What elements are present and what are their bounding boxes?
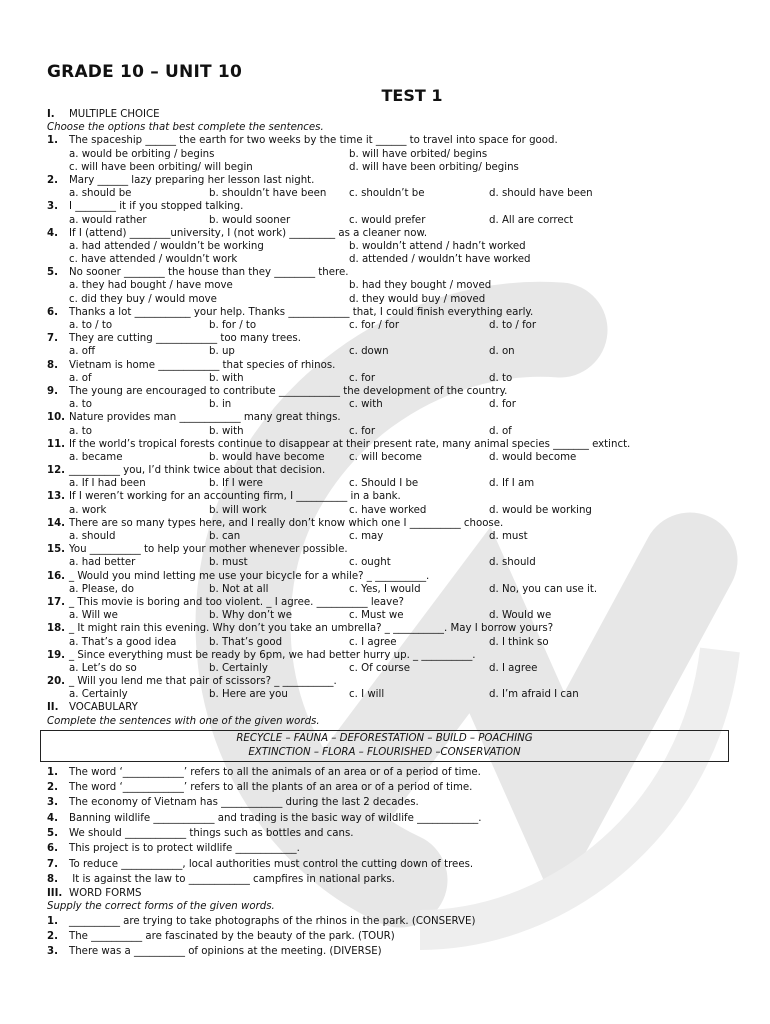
answer-option[interactable]: b. up — [209, 346, 235, 358]
answer-option[interactable]: b. would have become — [209, 451, 325, 463]
answer-option[interactable]: b. with — [209, 372, 244, 384]
section-3-instruction: Supply the correct forms of the given words. — [47, 901, 275, 913]
answer-option[interactable]: c. Yes, I would — [349, 583, 421, 595]
answer-option[interactable]: d. of — [489, 425, 512, 437]
answer-option[interactable]: c. down — [349, 346, 389, 358]
item-number: 3. — [47, 946, 58, 958]
question-number: 3. — [47, 201, 58, 213]
question-text: If the world’s tropical forests continue to disappear at their present rate, many animal species _______ extinct. — [69, 438, 631, 450]
answer-option[interactable]: d. to / for — [489, 320, 537, 331]
question-7 — [47, 332, 737, 345]
answer-option[interactable]: c. did they buy / would move — [69, 293, 217, 305]
item-text: To reduce ____________, local authorities must control the cutting down of trees. — [69, 858, 474, 870]
answer-option[interactable]: c. will have been orbiting/ will begin — [69, 161, 253, 173]
item-number: 4. — [47, 812, 58, 824]
word-bank-box — [40, 730, 729, 762]
options-row — [47, 530, 737, 543]
question-text: _ It might rain this evening. Why don’t you take an umbrella? _ __________. May I borrow yours? — [69, 623, 554, 635]
options-row — [47, 477, 737, 490]
section-3-heading — [47, 887, 737, 900]
answer-option[interactable]: c. have attended / wouldn’t work — [69, 254, 238, 266]
answer-option[interactable]: d. I agree — [489, 662, 538, 674]
question-number: 12. — [47, 465, 66, 477]
options-row — [47, 345, 737, 358]
vocab-item-4 — [47, 811, 737, 826]
answer-option[interactable]: a. had attended / wouldn’t be working — [69, 240, 264, 252]
item-text: It is against the law to ____________ campfires in national parks. — [69, 873, 395, 885]
item-number: 2. — [47, 782, 58, 794]
answer-option[interactable]: c. for — [349, 372, 376, 384]
vocab-item-5 — [47, 826, 737, 841]
answer-option[interactable]: d. for — [489, 399, 516, 411]
item-number: 7. — [47, 858, 58, 870]
answer-option[interactable]: c. Should I be — [349, 478, 419, 490]
answer-option[interactable]: c. ought — [349, 557, 391, 569]
question-text: I ________ it if you stopped talking. — [69, 201, 244, 213]
word-bank-line-2: EXTINCTION – FLORA – FLOURISHED –CONSERVATION — [248, 746, 521, 758]
question-number: 17. — [47, 596, 66, 608]
section-1-heading — [47, 108, 737, 121]
options-row — [47, 636, 737, 649]
question-text: Mary ______ lazy preparing her lesson last night. — [69, 174, 315, 186]
question-number: 7. — [47, 333, 58, 345]
question-text: _ Will you lend me that pair of scissors? _ __________. — [69, 676, 337, 688]
answer-option[interactable]: a. to — [69, 425, 92, 437]
question-6 — [47, 306, 737, 319]
answer-option[interactable]: d. I’m afraid I can — [489, 689, 579, 701]
section-2-heading — [47, 701, 737, 714]
answer-option[interactable]: d. Would we — [489, 610, 552, 622]
answer-option[interactable]: d. should — [489, 557, 536, 569]
answer-option[interactable]: b. If I were — [209, 478, 263, 490]
question-2 — [47, 174, 737, 187]
answer-option[interactable]: a. to / to — [69, 320, 113, 331]
vocab-item-8 — [47, 872, 737, 887]
question-number: 18. — [47, 623, 66, 635]
item-number: 5. — [47, 828, 58, 839]
answer-option[interactable]: c. Of course — [349, 662, 410, 674]
question-3 — [47, 200, 737, 213]
question-text: Vietnam is home ____________ that species of rhinos. — [69, 359, 336, 371]
options-row — [47, 583, 737, 596]
question-text: __________ you, I’d think twice about that decision. — [69, 465, 326, 477]
question-4 — [47, 227, 737, 240]
question-10 — [47, 411, 737, 424]
item-number: 8. — [47, 873, 58, 885]
answer-option[interactable]: d. If I am — [489, 478, 535, 490]
options-row — [47, 279, 737, 292]
answer-option[interactable]: b. must — [209, 557, 248, 569]
question-number: 10. — [47, 412, 66, 424]
answer-option[interactable]: a. should — [69, 531, 116, 542]
question-15 — [47, 543, 737, 556]
answer-option[interactable]: c. for — [349, 425, 376, 437]
answer-option[interactable]: b. That’s good — [209, 636, 283, 648]
answer-option[interactable]: c. I will — [349, 689, 385, 701]
question-text: The young are encouraged to contribute ____________ the development of the country. — [69, 385, 508, 397]
answer-option[interactable]: d. to — [489, 372, 513, 384]
question-text: _ Since everything must be ready by 6pm, we had better hurry up. _ __________. — [69, 649, 476, 661]
options-row — [47, 425, 737, 438]
test-title: TEST 1 — [381, 86, 443, 105]
answer-option[interactable]: b. had they bought / moved — [349, 280, 492, 292]
item-text: This project is to protect wildlife ____________. — [69, 843, 300, 855]
item-text: The __________ are fascinated by the beauty of the park. (TOUR) — [69, 930, 395, 942]
answer-option[interactable]: d. on — [489, 346, 515, 358]
answer-option[interactable]: b. shouldn’t have been — [209, 188, 327, 200]
answer-option[interactable]: a. Will we — [69, 610, 118, 622]
question-17 — [47, 596, 737, 609]
item-number: 6. — [47, 843, 58, 855]
answer-option[interactable]: c. Must we — [349, 610, 404, 622]
answer-option[interactable]: d. No, you can use it. — [489, 583, 598, 595]
question-1 — [47, 134, 737, 147]
answer-option[interactable]: a. would be orbiting / begins — [69, 148, 215, 160]
grade-title: GRADE 10 – UNIT 10 — [47, 62, 242, 82]
section-2-instruction: Complete the sentences with one of the given words. — [47, 715, 320, 727]
vocab-item-6 — [47, 841, 737, 856]
options-row — [47, 161, 737, 174]
question-text: Thanks a lot ___________ your help. Thanks ____________ that, I could finish everything early. — [69, 306, 534, 318]
question-number: 13. — [47, 491, 66, 503]
item-number: 3. — [47, 797, 58, 809]
answer-option[interactable]: a. had better — [69, 557, 136, 569]
answer-option[interactable]: b. in — [209, 399, 232, 411]
answer-option[interactable]: b. Not at all — [209, 583, 269, 595]
answer-option[interactable]: a. Please, do — [69, 583, 134, 595]
word-form-item-2 — [47, 929, 737, 944]
item-text: Banning wildlife ____________ and trading is the basic way of wildlife ____________. — [69, 812, 482, 824]
question-18 — [47, 622, 737, 635]
answer-option[interactable]: b. can — [209, 531, 241, 542]
options-row — [47, 398, 737, 411]
answer-option[interactable]: b. Certainly — [209, 662, 268, 674]
answer-option[interactable]: a. would rather — [69, 214, 147, 226]
options-row — [47, 187, 737, 200]
question-20 — [47, 675, 737, 688]
item-text: __________ are trying to take photographs of the rhinos in the park. (CONSERVE) — [69, 915, 476, 927]
question-text: There are so many types here, and I really don’t know which one I __________ choose. — [69, 517, 504, 529]
question-number: 11. — [47, 438, 66, 450]
item-text: The word ‘____________’ refers to all the animals of an area or of a period of time. — [69, 766, 481, 778]
word-forms-list — [47, 914, 737, 960]
section-2-number: II. — [47, 702, 59, 714]
answer-option[interactable]: b. would sooner — [209, 214, 291, 226]
question-number: 15. — [47, 544, 66, 556]
answer-option[interactable]: c. for / for — [349, 320, 400, 331]
answer-option[interactable]: b. will have orbited/ begins — [349, 148, 488, 160]
question-5 — [47, 266, 737, 279]
options-row — [47, 148, 737, 161]
item-number: 1. — [47, 766, 58, 778]
answer-option[interactable]: d. I think so — [489, 636, 549, 648]
options-row — [47, 293, 737, 306]
answer-option[interactable]: d. they would buy / moved — [349, 293, 486, 305]
question-number: 6. — [47, 306, 58, 318]
options-row — [47, 609, 737, 622]
answer-option[interactable]: c. would prefer — [349, 214, 426, 226]
answer-option[interactable]: a. became — [69, 451, 123, 463]
answer-option[interactable]: b. with — [209, 425, 244, 437]
question-text: _ Would you mind letting me use your bicycle for a while? _ __________. — [69, 570, 430, 582]
answer-option[interactable]: d. All are correct — [489, 214, 574, 226]
vocab-item-7 — [47, 857, 737, 872]
question-text: You __________ to help your mother whenever possible. — [69, 544, 348, 556]
options-row — [47, 451, 737, 464]
test-page — [47, 60, 737, 959]
question-14 — [47, 517, 737, 530]
section-1-number: I. — [47, 109, 55, 120]
question-number: 4. — [47, 227, 58, 239]
options-row — [47, 504, 737, 517]
answer-option[interactable]: d. will have been orbiting/ begins — [349, 161, 519, 173]
answer-option[interactable]: d. attended / wouldn’t have worked — [349, 254, 531, 266]
answer-option[interactable]: a. That’s a good idea — [69, 636, 177, 648]
options-row — [47, 214, 737, 227]
options-row — [47, 253, 737, 266]
answer-option[interactable]: c. will become — [349, 451, 422, 463]
answer-option[interactable]: c. I agree — [349, 636, 397, 648]
word-form-item-1 — [47, 914, 737, 929]
section-2-title: VOCABULARY — [69, 702, 138, 714]
item-number: 2. — [47, 930, 58, 942]
question-text: If I (attend) ________university, I (not work) _________ as a cleaner now. — [69, 227, 428, 239]
options-row — [47, 240, 737, 253]
question-text: If I weren’t working for an accounting firm, I __________ in a bank. — [69, 491, 401, 503]
question-number: 14. — [47, 517, 66, 529]
answer-option[interactable]: c. may — [349, 531, 384, 542]
answer-option[interactable]: d. must — [489, 531, 528, 542]
answer-option[interactable]: a. work — [69, 504, 107, 516]
question-number: 5. — [47, 267, 58, 279]
options-row — [47, 556, 737, 569]
item-text: There was a __________ of opinions at the meeting. (DIVERSE) — [69, 946, 382, 958]
question-8 — [47, 359, 737, 372]
answer-option[interactable]: d. would be working — [489, 504, 592, 516]
answer-option[interactable]: a. should be — [69, 188, 132, 200]
vocab-item-3 — [47, 795, 737, 810]
answer-option[interactable]: c. shouldn’t be — [349, 188, 425, 200]
answer-option[interactable]: a. to — [69, 399, 92, 411]
question-number: 8. — [47, 359, 58, 371]
answer-option[interactable]: b. Why don’t we — [209, 610, 292, 622]
question-number: 16. — [47, 570, 66, 582]
question-number: 9. — [47, 385, 58, 397]
item-text: The economy of Vietnam has ____________ during the last 2 decades. — [69, 797, 419, 809]
answer-option[interactable]: d. should have been — [489, 188, 593, 200]
answer-option[interactable]: a. Let’s do so — [69, 662, 137, 674]
answer-option[interactable]: d. would become — [489, 451, 577, 463]
question-text: Nature provides man ____________ many great things. — [69, 412, 341, 424]
item-number: 1. — [47, 915, 58, 927]
question-19 — [47, 649, 737, 662]
question-11 — [47, 438, 737, 451]
answer-option[interactable]: b. will work — [209, 504, 267, 516]
answer-option[interactable]: b. wouldn’t attend / hadn’t worked — [349, 240, 526, 252]
question-number: 2. — [47, 174, 58, 186]
question-number: 19. — [47, 649, 66, 661]
answer-option[interactable]: a. If I had been — [69, 478, 146, 490]
options-row — [47, 688, 737, 701]
answer-option[interactable]: a. they had bought / have move — [69, 280, 233, 292]
answer-option[interactable]: c. have worked — [349, 504, 427, 516]
question-text: No sooner ________ the house than they ________ there. — [69, 267, 349, 279]
vocabulary-list — [47, 765, 737, 887]
answer-option[interactable]: a. Certainly — [69, 689, 128, 701]
item-text: The word ‘____________’ refers to all the plants of an area or of a period of time. — [69, 782, 473, 794]
vocab-item-1 — [47, 765, 737, 780]
question-12 — [47, 464, 737, 477]
question-text: They are cutting ____________ too many trees. — [69, 333, 301, 345]
options-row — [47, 662, 737, 675]
multiple-choice-list — [47, 134, 737, 701]
section-1-title: MULTIPLE CHOICE — [69, 109, 160, 120]
question-number: 20. — [47, 676, 66, 688]
word-bank-line-1: RECYCLE – FAUNA – DEFORESTATION – BUILD – POACHING — [236, 732, 533, 744]
question-13 — [47, 490, 737, 503]
question-9 — [47, 385, 737, 398]
word-form-item-3 — [47, 944, 737, 959]
section-3-number: III. — [47, 888, 63, 900]
options-row — [47, 319, 737, 332]
question-16 — [47, 570, 737, 583]
section-3-title: WORD FORMS — [69, 888, 142, 900]
options-row — [47, 372, 737, 385]
question-text: _ This movie is boring and too violent. _ I agree. __________ leave? — [69, 596, 404, 608]
section-1-instruction: Choose the options that best complete the sentences. — [47, 122, 324, 134]
answer-option[interactable]: c. with — [349, 399, 383, 411]
answer-option[interactable]: a. off — [69, 346, 95, 358]
item-text: We should ____________ things such as bottles and cans. — [69, 828, 354, 839]
vocab-item-2 — [47, 780, 737, 795]
answer-option[interactable]: b. for / to — [209, 320, 257, 331]
answer-option[interactable]: a. of — [69, 372, 92, 384]
answer-option[interactable]: b. Here are you — [209, 689, 288, 701]
question-text: The spaceship ______ the earth for two weeks by the time it ______ to travel into space for good. — [69, 135, 558, 147]
question-number: 1. — [47, 135, 58, 147]
